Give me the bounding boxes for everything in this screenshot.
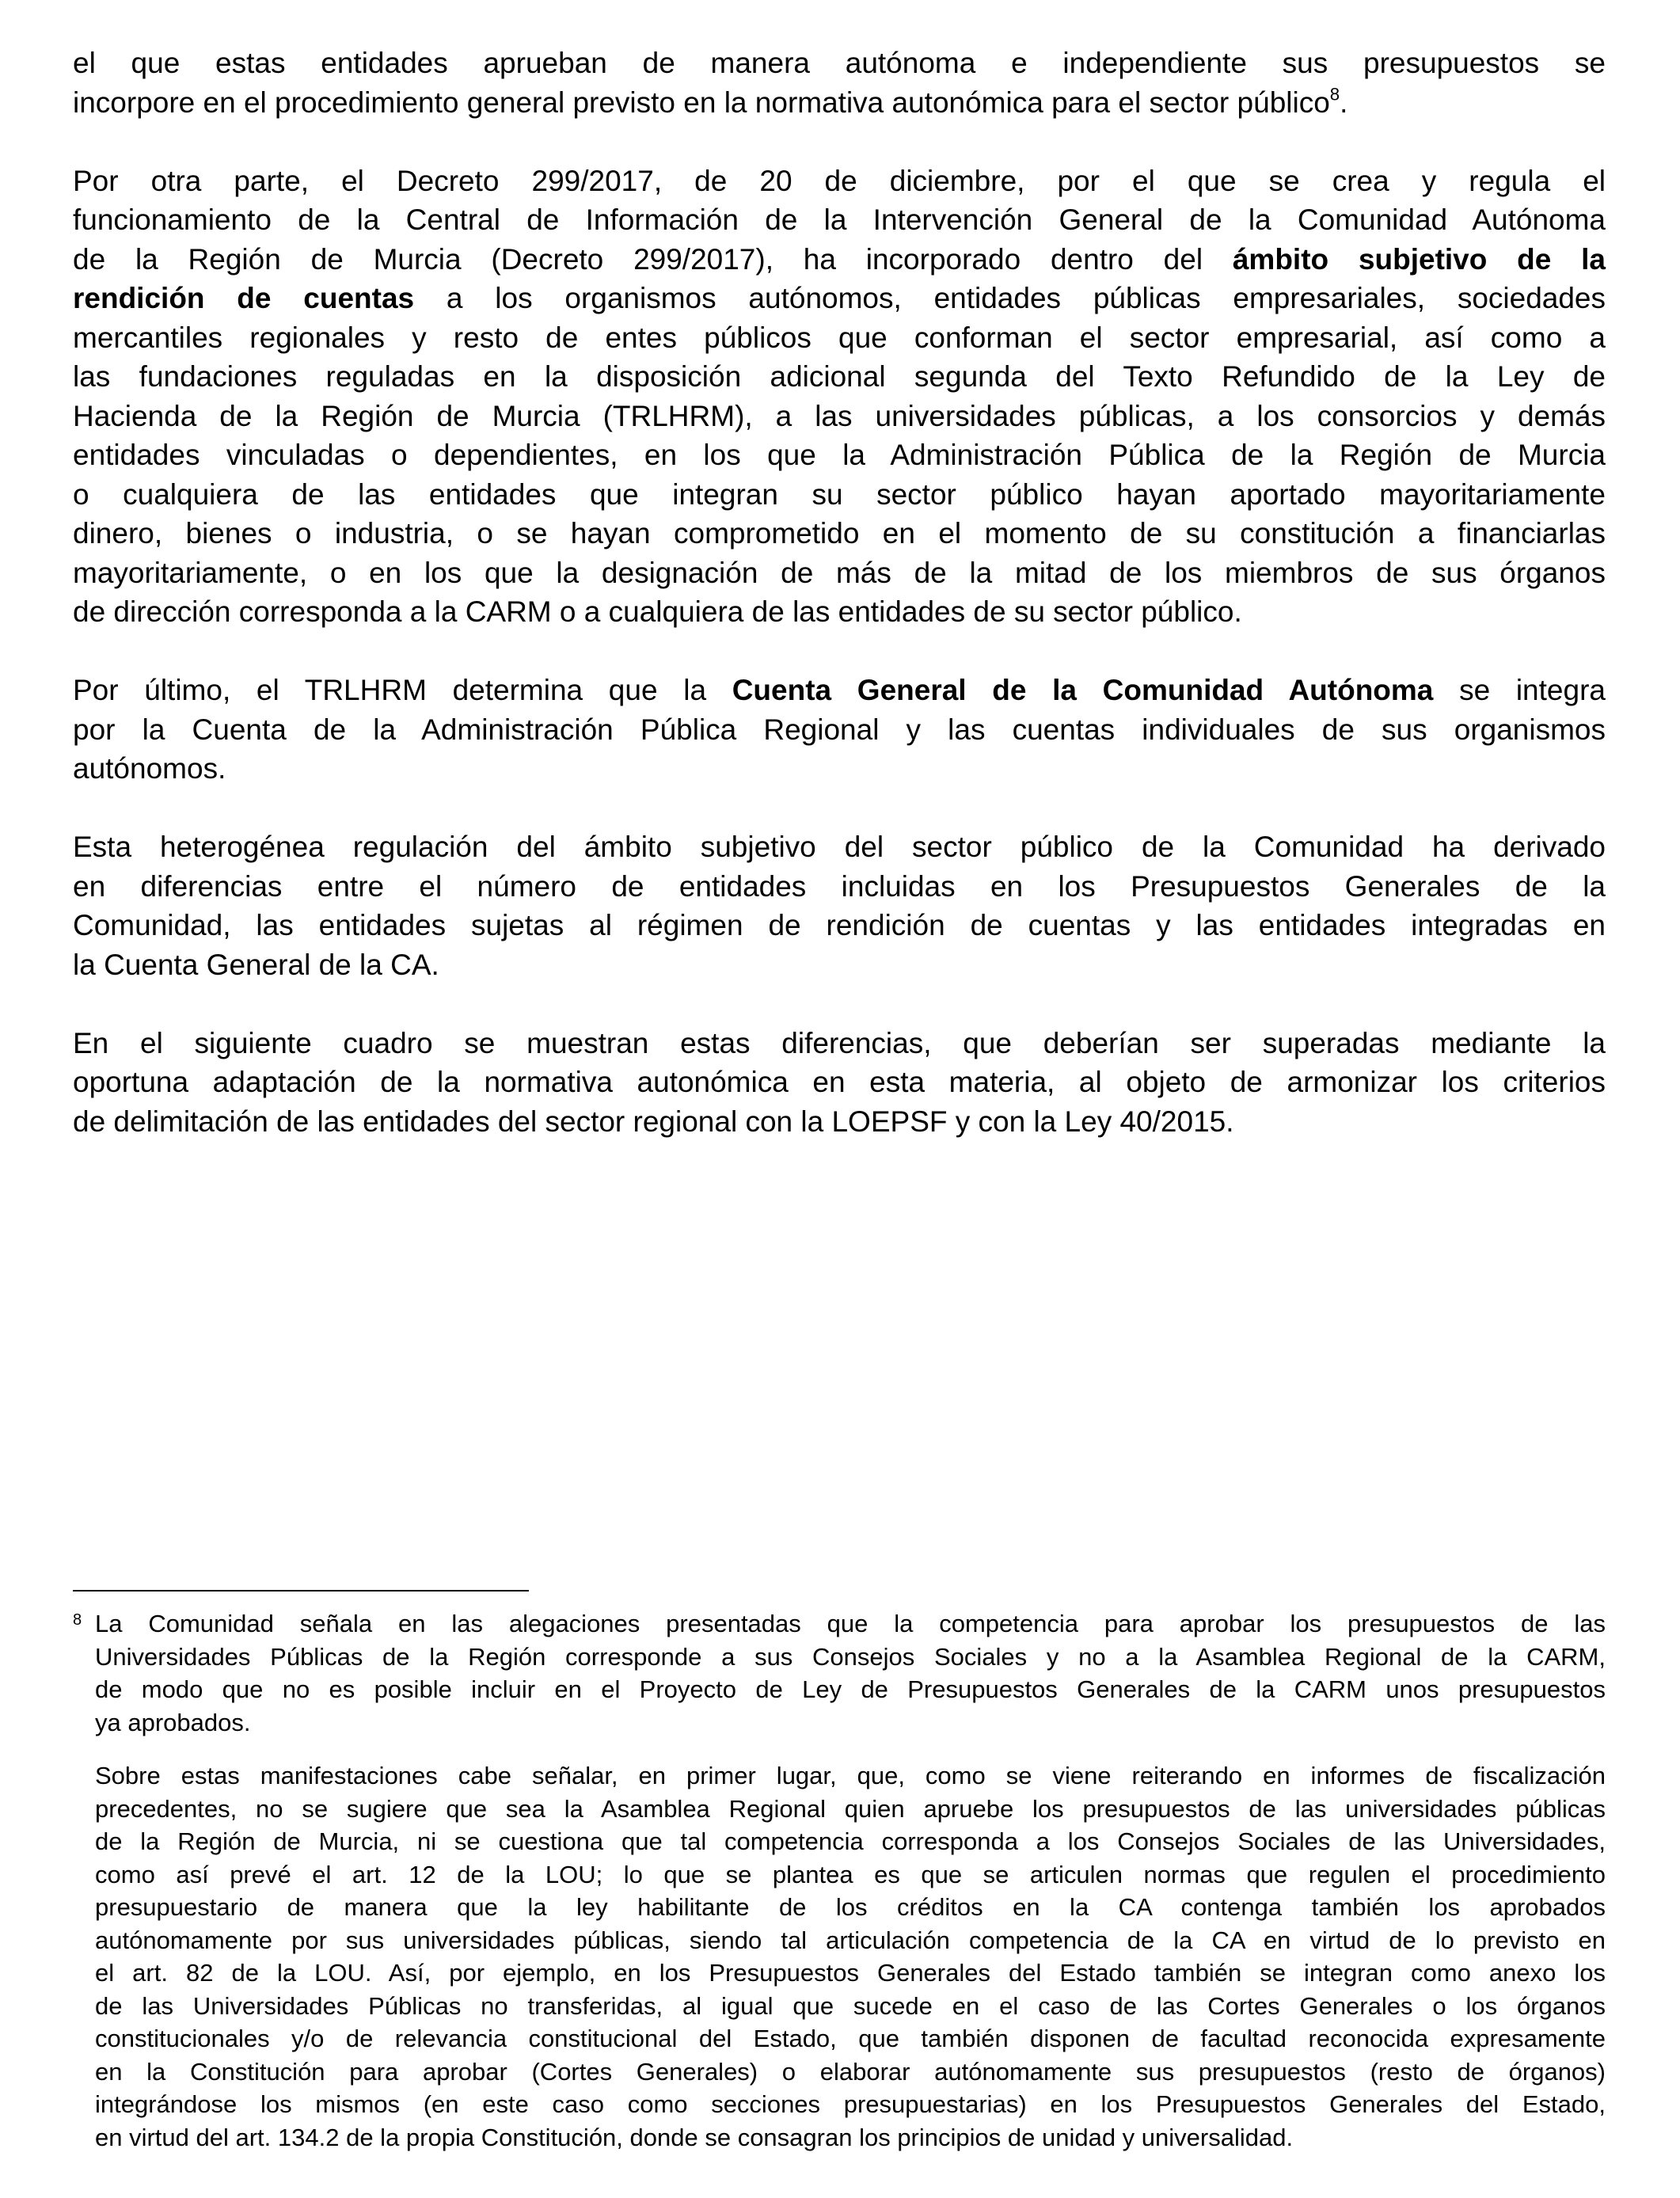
text-run: Por último, el TRLHRM determina que la [73,674,732,706]
text-run: incorpore en el procedimiento general previsto en la normativa autonómica para el sector público [73,86,1330,119]
text-run: de delimitación de las entidades del sector regional con la LOEPSF y con la Ley 40/2015. [73,1105,1234,1138]
text-run: como así prevé el art. 12 de la LOU; lo que se plantea es que se articulen normas que regulen el procedimiento [95,1860,1606,1888]
text-run: el art. 82 de la LOU. Así, por ejemplo, en los Presupuestos Generales del Estado también se integran como anexo los [95,1959,1606,1987]
text-line [95,1957,1606,1990]
text-run: de dirección corresponda a la CARM o a cualquiera de las entidades de su sector público. [73,595,1242,628]
paragraph [73,44,1606,122]
text-run: por la Cuenta de la Administración Pública Regional y las cuentas individuales de sus organismos [73,713,1606,746]
text-line [95,1706,1606,1740]
text-line [73,162,1606,201]
text-line [73,200,1606,240]
text-line [95,2055,1606,2089]
text-run: Universidades Públicas de la Región corresponde a sus Consejos Sociales y no a la Asamblea Regional de la CARM, [95,1642,1606,1671]
text-run: de la Región de Murcia, ni se cuestiona que tal competencia corresponda a los Consejos Sociales de las Universidades, [95,1827,1606,1855]
text-run: ya aprobados. [95,1708,251,1736]
text-run: Hacienda de la Región de Murcia (TRLHRM), a las universidades públicas, a los consorcios y demás [73,399,1606,432]
text-line [95,2022,1606,2055]
text-line [95,1990,1606,2023]
text-run: las fundaciones reguladas en la disposición adicional segunda del Texto Refundido de la Ley de [73,360,1606,393]
text-line [73,279,1606,318]
text-run: de la Región de Murcia (Decreto 299/2017), ha incorporado dentro del [73,242,1233,276]
text-line [73,945,1606,985]
text-run: autónomamente por sus universidades públicas, siendo tal articulación competencia de la CA en virtud de lo previsto en [95,1926,1606,1954]
text-line [73,749,1606,789]
text-line [73,240,1606,280]
text-run: integrándose los mismos (en este caso como secciones presupuestarias) en los Presupuestos Generales del Estado, [95,2090,1606,2118]
text-line [73,827,1606,867]
text-run: . [1340,86,1348,119]
text-run: en la Constitución para aprobar (Cortes Generales) o elaborar autónomamente sus presupuestos (resto de órganos) [95,2057,1606,2086]
text-run: Sobre estas manifestaciones cabe señalar, en primer lugar, que, como se viene reiterando en informes de fiscalización [95,1762,1606,1789]
text-run: de las Universidades Públicas no transferidas, al igual que sucede en el caso de las Cortes Generales o los órganos [95,1991,1606,2020]
text-line [95,1607,1606,1641]
text-run: o cualquiera de las entidades que integran su sector público hayan aportado mayoritariamente [73,477,1606,511]
text-run: de modo que no es posible incluir en el Proyecto de Ley de Presupuestos Generales de la CARM unos presupuestos [95,1675,1606,1703]
footnote-separator [73,1590,529,1591]
text-run: en virtud del art. 134.2 de la propia Constitución, donde se consagran los principios de unidad y universalidad. [95,2123,1294,2151]
footnote [73,1607,1606,2174]
text-line [95,1759,1606,1793]
text-run: Comunidad, las entidades sujetas al régimen de rendición de cuentas y las entidades integradas en [73,909,1606,941]
paragraph [73,1024,1606,1142]
text-line [95,1858,1606,1892]
text-run: dinero, bienes o industria, o se hayan comprometido en el momento de su constitución a financiarlas [73,517,1606,550]
document-body [73,44,1606,1181]
text-line [73,397,1606,436]
text-run: el que estas entidades aprueban de manera autónoma e independiente sus presupuestos se [73,47,1606,79]
paragraph [95,1759,1606,2154]
text-line [95,1641,1606,1674]
text-line [73,671,1606,710]
text-line [73,318,1606,358]
text-run: mercantiles regionales y resto de entes públicos que conforman el sector empresarial, así como a [73,321,1606,354]
text-run: oportuna adaptación de la normativa autonómica en esta materia, al objeto de armonizar los criterios [73,1066,1606,1098]
text-run: En el siguiente cuadro se muestran estas diferencias, que deberían ser superadas mediante la [73,1026,1606,1059]
text-line [73,44,1606,83]
text-line [73,1102,1606,1142]
text-run: entidades vinculadas o dependientes, en los que la Administración Pública de la Región de Murcia [73,439,1606,471]
text-run: funcionamiento de la Central de Información de la Intervención General de la Comunidad Autónoma [73,203,1606,236]
text-line [95,2088,1606,2121]
text-run: mayoritariamente, o en los que la designación de más de la mitad de los miembros de sus órganos [73,556,1606,589]
paragraph [73,162,1606,632]
paragraph [73,827,1606,984]
text-line [73,710,1606,750]
text-run: La Comunidad señala en las alegaciones presentadas que la competencia para aprobar los presupuestos de las [95,1610,1606,1637]
text-line [73,592,1606,632]
footnote-text [73,1607,1606,2154]
text-line [73,435,1606,475]
text-line [73,514,1606,553]
text-line [95,1825,1606,1858]
text-run: la Cuenta General de la CA. [73,948,439,981]
text-line [73,1063,1606,1102]
text-line [73,1024,1606,1063]
text-line [95,1793,1606,1826]
text-line [73,357,1606,397]
text-run: constitucionales y/o de relevancia constitucional del Estado, que también disponen de facultad reconocida expresamente [95,2025,1606,2052]
bold-text: ámbito subjetivo de la [1232,242,1606,276]
footnote-reference: 8 [1329,83,1340,104]
bold-text: rendición de cuentas [73,282,415,314]
footnote-marker: 8 [73,1611,82,1629]
text-run: Por otra parte, el Decreto 299/2017, de 20 de diciembre, por el que se crea y regula el [73,164,1606,197]
text-line [95,1673,1606,1706]
bold-text: Cuenta General de la Comunidad Autónoma [732,674,1434,706]
text-line [73,83,1606,123]
text-line [73,906,1606,945]
text-line [73,553,1606,593]
text-run: Esta heterogénea regulación del ámbito subjetivo del sector público de la Comunidad ha derivado [73,831,1606,863]
text-line [73,867,1606,907]
text-run: se integra [1433,674,1606,706]
text-run: en diferencias entre el número de entidades incluidas en los Presupuestos Generales de la [73,869,1606,903]
text-line [95,1891,1606,1924]
paragraph [95,1607,1606,1739]
text-run: presupuestario de manera que la ley habilitante de los créditos en la CA contenga también los aprobados [95,1893,1606,1921]
text-line [95,1924,1606,1957]
text-run: a los organismos autónomos, entidades públicas empresariales, sociedades [414,282,1606,314]
text-run: precedentes, no se sugiere que sea la Asamblea Regional quien apruebe los presupuestos de las universidades públicas [95,1794,1606,1823]
text-run: autónomos. [73,752,226,785]
text-line [73,475,1606,515]
text-line [95,2121,1606,2154]
paragraph [73,671,1606,789]
